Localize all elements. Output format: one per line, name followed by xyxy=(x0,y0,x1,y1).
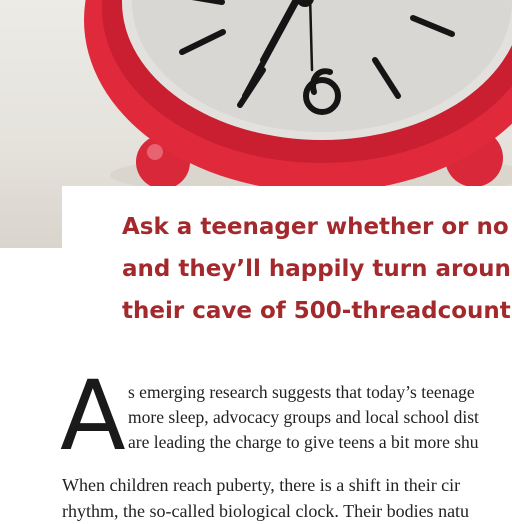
lead-paragraph xyxy=(128,380,512,455)
pull-quote xyxy=(122,206,512,332)
lead-line: are leading the charge to give teens a bit more shu xyxy=(128,432,479,452)
lead-line: more sleep, advocacy groups and local school dist xyxy=(128,407,479,427)
body-line: rhythm, the so-called biological clock. Their bodies natu xyxy=(62,501,470,521)
body-paragraph xyxy=(62,472,512,524)
pull-quote-line: Ask a teenager whether or no xyxy=(122,214,509,240)
drop-cap: A xyxy=(60,360,126,472)
body-line: When children reach puberty, there is a shift in their cir xyxy=(62,475,461,495)
pull-quote-line: and they’ll happily turn aroun xyxy=(122,256,511,282)
pull-quote-line: their cave of 500-threadcount xyxy=(122,298,511,324)
lead-line: s emerging research suggests that today’s teenage xyxy=(128,382,475,402)
